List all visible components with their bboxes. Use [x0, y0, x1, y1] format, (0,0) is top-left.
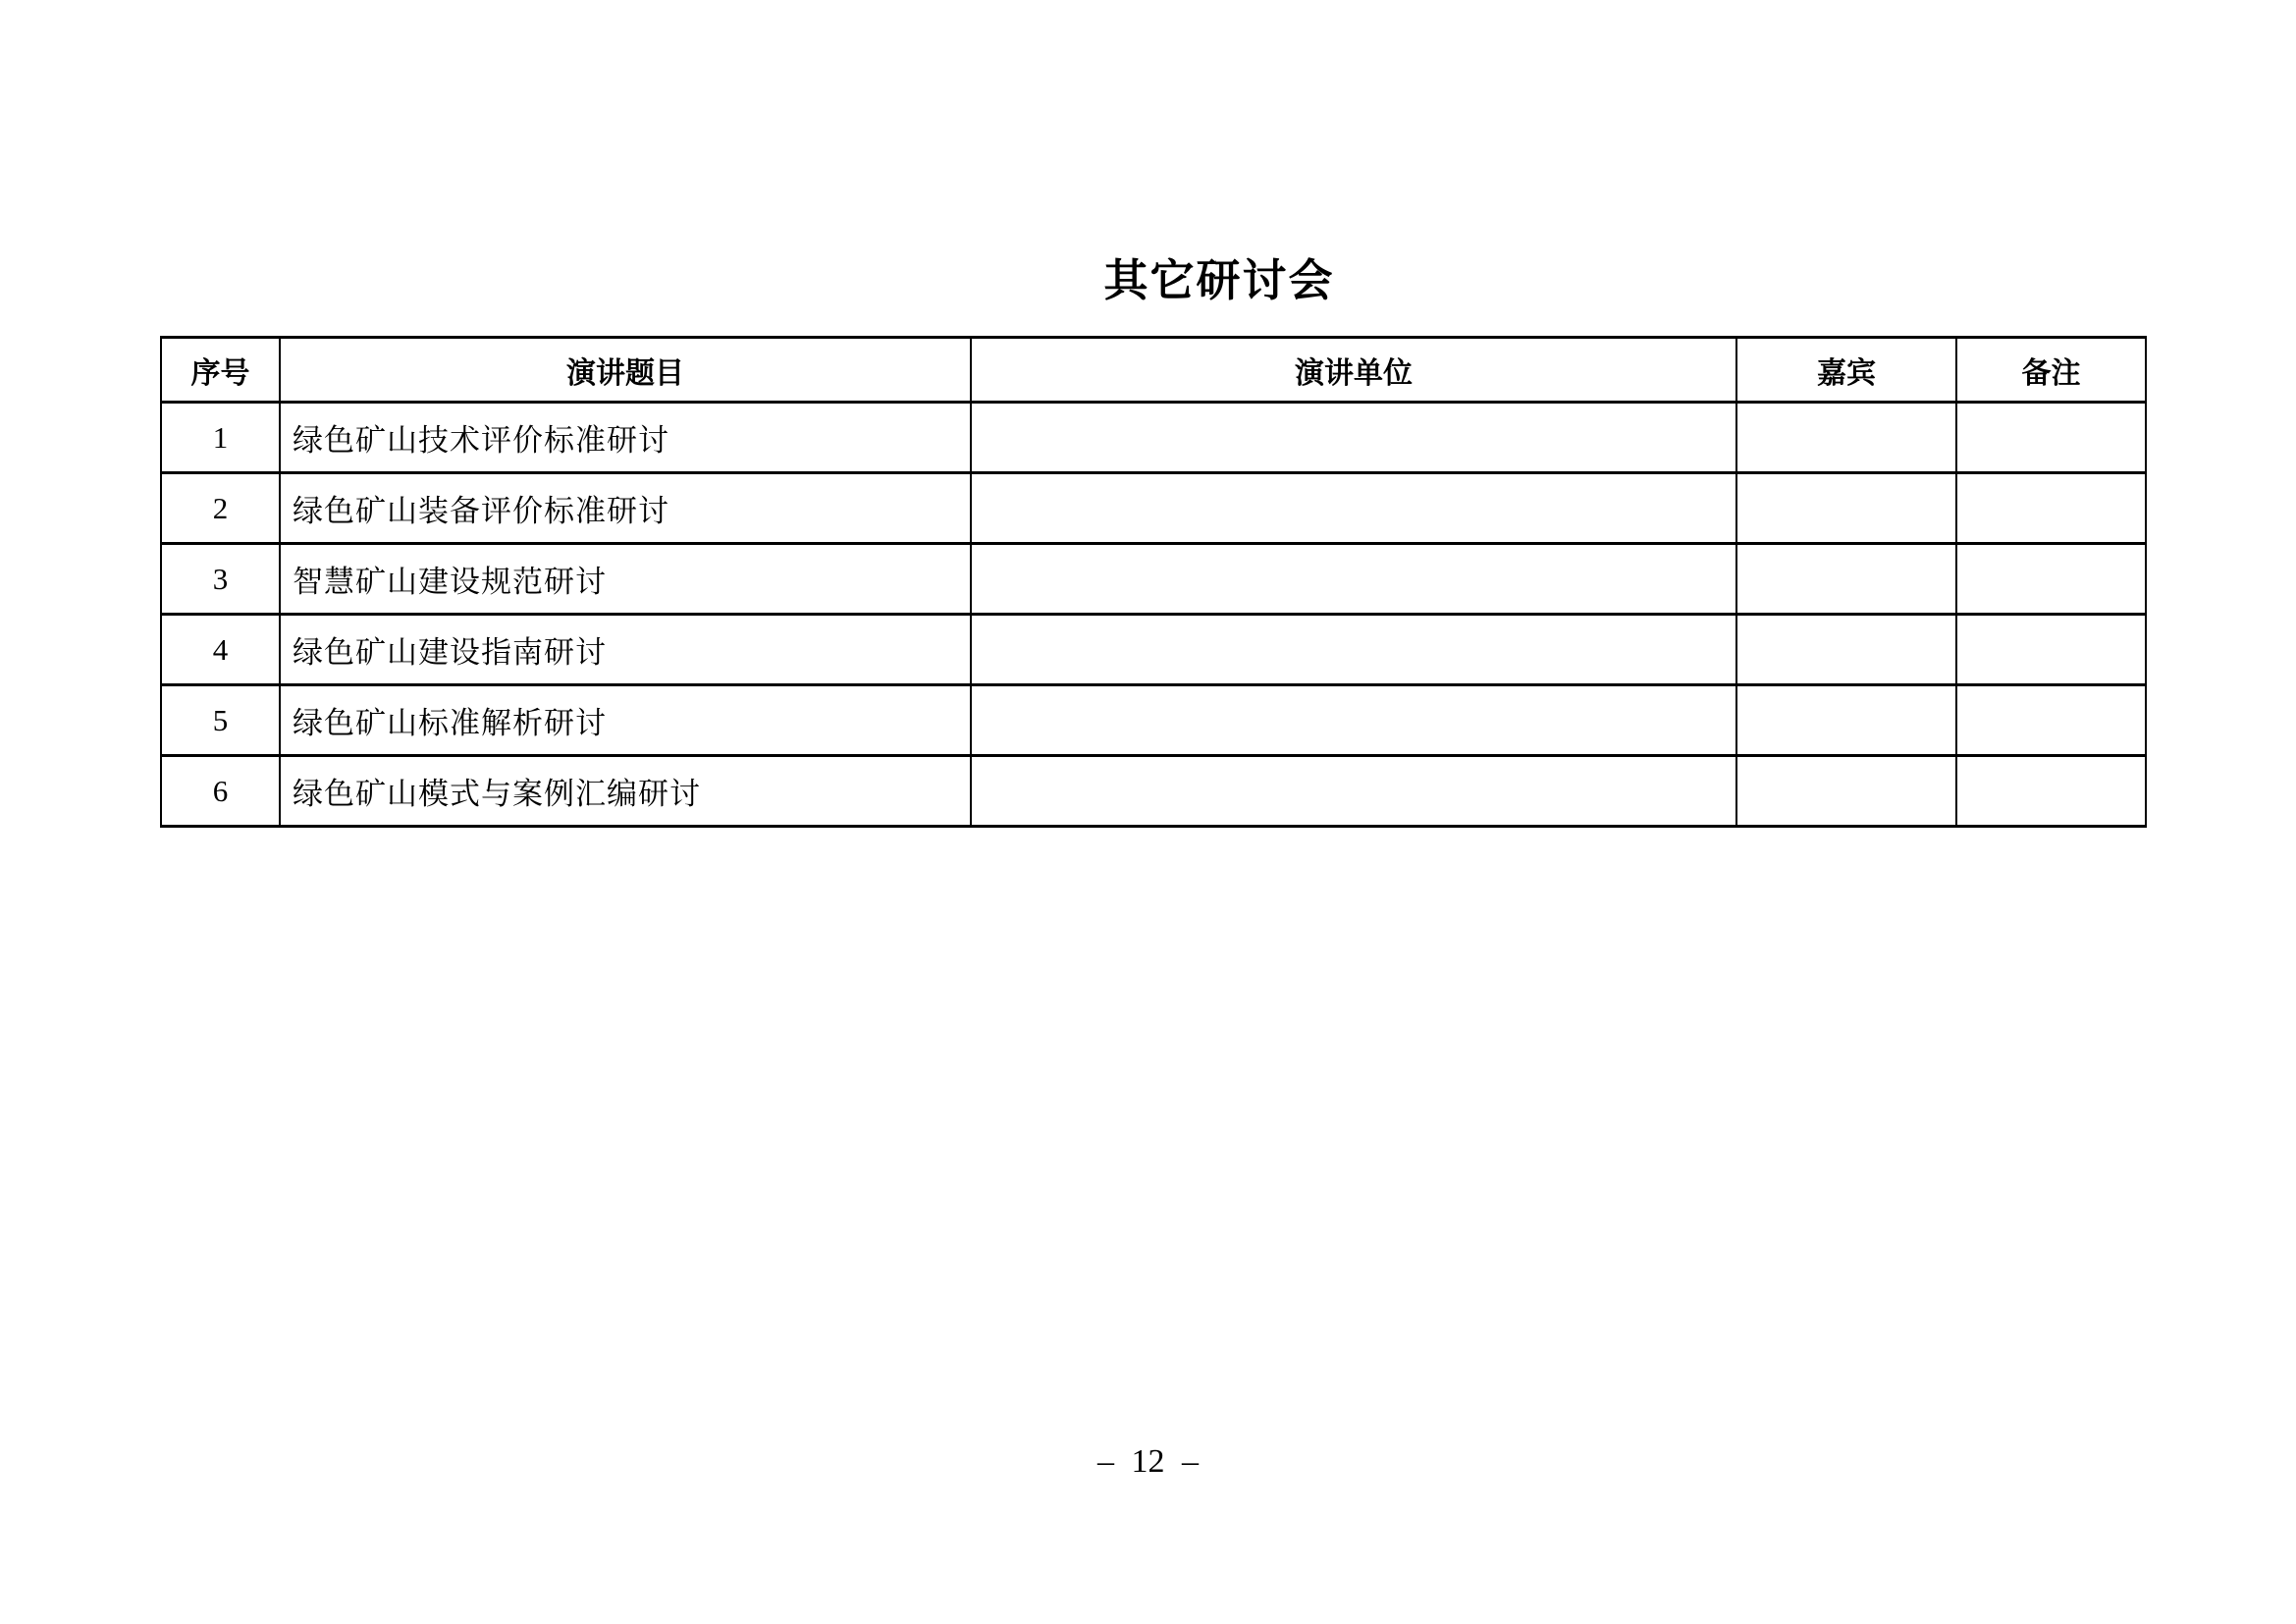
table-row: [161, 473, 2146, 544]
cell-guest: [1736, 756, 1956, 827]
cell-topic: 绿色矿山建设指南研讨: [280, 615, 971, 685]
column-header-organization: 演讲单位: [971, 338, 1736, 403]
header-row: [161, 338, 2146, 403]
cell-guest: [1736, 403, 1956, 473]
cell-number: 3: [161, 544, 280, 615]
cell-organization: [971, 756, 1736, 827]
table-row: [161, 403, 2146, 473]
cell-remark: [1956, 544, 2146, 615]
cell-remark: [1956, 403, 2146, 473]
cell-number: 6: [161, 756, 280, 827]
table-body: [161, 403, 2146, 827]
table-row: [161, 756, 2146, 827]
cell-topic: 智慧矿山建设规范研讨: [280, 544, 971, 615]
table-row: [161, 615, 2146, 685]
seminar-table: [160, 336, 2147, 828]
cell-guest: [1736, 615, 1956, 685]
cell-remark: [1956, 756, 2146, 827]
cell-organization: [971, 403, 1736, 473]
page-number: – 12 –: [1097, 1443, 1199, 1480]
cell-remark: [1956, 685, 2146, 756]
column-header-number: 序号: [161, 338, 280, 403]
cell-guest: [1736, 685, 1956, 756]
column-header-topic: 演讲题目: [280, 338, 971, 403]
table-row: [161, 685, 2146, 756]
cell-organization: [971, 685, 1736, 756]
cell-topic: 绿色矿山标准解析研讨: [280, 685, 971, 756]
cell-number: 5: [161, 685, 280, 756]
cell-remark: [1956, 473, 2146, 544]
table-row: [161, 544, 2146, 615]
cell-organization: [971, 473, 1736, 544]
column-header-guest: 嘉宾: [1736, 338, 1956, 403]
cell-guest: [1736, 544, 1956, 615]
page-title: 其它研讨会: [1103, 256, 1335, 305]
cell-number: 4: [161, 615, 280, 685]
cell-topic: 绿色矿山装备评价标准研讨: [280, 473, 971, 544]
cell-number: 2: [161, 473, 280, 544]
cell-topic: 绿色矿山技术评价标准研讨: [280, 403, 971, 473]
cell-number: 1: [161, 403, 280, 473]
column-header-remark: 备注: [1956, 338, 2146, 403]
cell-organization: [971, 615, 1736, 685]
table-header: [161, 338, 2146, 403]
cell-guest: [1736, 473, 1956, 544]
cell-topic: 绿色矿山模式与案例汇编研讨: [280, 756, 971, 827]
cell-organization: [971, 544, 1736, 615]
cell-remark: [1956, 615, 2146, 685]
